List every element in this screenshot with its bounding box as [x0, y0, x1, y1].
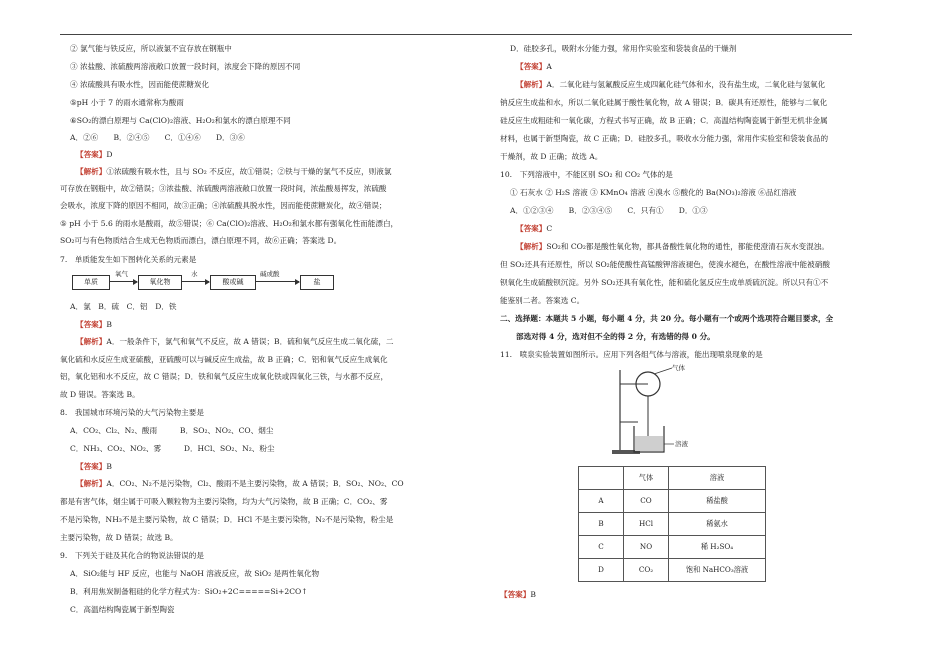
table-header-row — [579, 467, 766, 490]
table-header-cell: 气体 — [624, 467, 669, 490]
analysis-text: SO₂和 CO₂都是酸性氧化物，都具备酸性氧化物的通性，都能使澄清石灰水变混浊。 — [546, 242, 829, 251]
answer-value: B — [106, 462, 112, 471]
q7-analysis-line: 氧化硫和水反应生成亚硫酸，亚硫酸可以与碱反应生成盐，故 B 正确；C．铝和氧气反应生成氧化 — [60, 355, 388, 364]
q10-analysis-line: 钡氧化生成硫酸钡沉淀。另外 SO₂还具有氧化性，能和硫化氢反应生成单质硫沉淀。所以只有①不 — [500, 278, 829, 287]
q6-item: ② 氯气能与铁反应，所以液氯不宜存放在钢瓶中 — [70, 44, 232, 53]
q6-answer — [76, 150, 112, 160]
table-row — [579, 513, 766, 536]
header-rule — [60, 34, 852, 35]
table-row — [579, 559, 766, 582]
table-row — [579, 536, 766, 559]
q7-options: A．氯 B．硫 C．铝 D．铁 — [70, 302, 177, 311]
q11-options-table — [578, 466, 766, 582]
section-two-heading: 二、选择题：本题共 5 小题，每小题 4 分，共 20 分。每小题有一个或两个选项符合题目要求，全 — [500, 314, 834, 323]
table-cell: 稀 H₂SO₄ — [669, 536, 766, 559]
table-cell: C — [579, 536, 624, 559]
answer-value: A — [546, 62, 552, 71]
flow-box-acid-base: 酸或碱 — [210, 275, 256, 290]
flow-arrow — [109, 281, 137, 282]
q11-answer — [500, 590, 536, 600]
table-cell: CO — [624, 490, 669, 513]
flow-box-oxide: 氧化物 — [138, 275, 182, 290]
q8-stem: 8. 我国城市环境污染的大气污染物主要是 — [60, 408, 204, 417]
table-cell: CO₂ — [624, 559, 669, 582]
q9-analysis-line: 材料，也属于新型陶瓷，故 C 正确；D．硅胶多孔，吸收水分能力强，常用作实验室和袋装食品的 — [500, 134, 829, 143]
analysis-tag: 【解析】 — [76, 337, 107, 346]
table-row — [579, 490, 766, 513]
q9-analysis-line: 钠反应生成盐和水，所以二氧化硅属于酸性氧化物，故 A 错误；B．碳具有还原性，能够与二氧化 — [500, 98, 828, 107]
flow-arrow — [255, 281, 299, 282]
analysis-tag: 【解析】 — [76, 167, 107, 176]
q7-analysis-line — [76, 337, 394, 347]
q7-flow-diagram — [72, 272, 332, 292]
flow-label: 氧气 — [115, 270, 128, 278]
q7-answer — [76, 320, 112, 330]
q9-analysis-line — [516, 80, 825, 90]
q10-stem: 10. 下列溶液中，不能区别 SO₂ 和 CO₂ 气体的是 — [500, 170, 673, 179]
answer-value: B — [106, 320, 112, 329]
q7-analysis-line: 故 D 错误。答案选 B。 — [60, 390, 140, 399]
q7-analysis-line: 铝，氧化铝和水不反应，故 C 错误；D．铁和氧气反应生成氧化铁或四氧化三铁，与水都不反应， — [60, 372, 389, 381]
q9-option-a: A．SiO₂能与 HF 反应，也能与 NaOH 溶液反应，故 SiO₂ 是两性氧化物 — [70, 569, 320, 578]
q9-option-c: C．高温结构陶瓷属于新型陶瓷 — [70, 605, 175, 614]
q8-answer — [76, 462, 112, 472]
solution-label: 溶液 — [675, 440, 688, 448]
analysis-text: A．CO₂、N₂不是污染物，Cl₂、酸雨不是主要污染物，故 A 错误；B．SO₂、NO₂、CO — [106, 479, 404, 488]
flow-arrow — [181, 281, 209, 282]
q8-options-1: A．CO₂、Cl₂、N₂、酸雨 B．SO₂、NO₂、CO、烟尘 — [70, 426, 274, 435]
q8-analysis-line — [76, 479, 404, 489]
q6-item: ④ 浓硫酸具有吸水性，因而能使蔗糖炭化 — [70, 80, 210, 89]
fountain-apparatus-drawing — [608, 364, 718, 459]
flow-box-element: 单质 — [72, 275, 110, 290]
flow-label: 碱或酸 — [260, 270, 280, 278]
analysis-tag: 【解析】 — [516, 242, 547, 251]
q10-answer — [516, 224, 552, 234]
table-cell: D — [579, 559, 624, 582]
q8-options-2: C．NH₃、CO₂、NO₂、雾 D．HCl、SO₂、N₂、粉尘 — [70, 444, 275, 453]
fountain-apparatus-figure — [608, 364, 718, 459]
q11-stem: 11. 喷泉实验装置如图所示。应用下列各组气体与溶液，能出现喷泉现象的是 — [500, 350, 763, 359]
q6-item: ⑥SO₂的漂白原理与 Ca(ClO)₂溶液、H₂O₂和氯水的漂白原理不同 — [70, 116, 291, 125]
section-two-heading-cont: 部选对得 4 分，选对但不全的得 2 分，有选错的得 0 分。 — [516, 332, 715, 341]
q8-analysis-line: 主要污染物，故 D 错误；故选 B。 — [60, 533, 178, 542]
analysis-text: A．二氧化硅与氢氟酸反应生成四氟化硅气体和水，没有盐生成，二氧化硅与氢氧化 — [546, 80, 826, 89]
table-cell: NO — [624, 536, 669, 559]
q9-option-d: D．硅胶多孔，吸附水分能力强，常用作实验室和袋装食品的干燥剂 — [510, 44, 737, 53]
table-cell: A — [579, 490, 624, 513]
q9-analysis-line: 硅反应生成粗硅和一氧化碳，方程式书写正确，故 B 正确；C．高温结构陶瓷属于新型无机非金属 — [500, 116, 828, 125]
q6-analysis-line: SO₂可与有色物质结合生成无色物质而漂白，漂白原理不同，故⑥正确；答案选 D。 — [60, 236, 342, 245]
table-cell: HCl — [624, 513, 669, 536]
q6-analysis-line: ⑤ pH 小于 5.6 的雨水是酸雨，故⑤错误；⑥ Ca(ClO)₂溶液、H₂O₂和氯水都有强氧化性而能漂白， — [60, 219, 399, 228]
answer-tag: 【答案】 — [516, 224, 547, 233]
q9-option-b: B．利用焦炭制备粗硅的化学方程式为：SiO₂+2C=====Si+2CO↑ — [70, 587, 308, 596]
gas-label: 气体 — [672, 364, 685, 372]
q10-analysis-line: 能鉴别二者。答案选 C。 — [500, 296, 585, 305]
table-cell: 稀盐酸 — [669, 490, 766, 513]
answer-tag: 【答案】 — [76, 150, 107, 159]
q6-item: ⑤pH 小于 7 的雨水通常称为酸雨 — [70, 98, 184, 107]
table-header-cell: 溶液 — [669, 467, 766, 490]
q10-options: A．①②③④ B．②③④⑤ C．只有① D．①③ — [510, 206, 708, 215]
q9-analysis-line: 干燥剂，故 D 正确；故选 A。 — [500, 152, 603, 161]
answer-tag: 【答案】 — [76, 320, 107, 329]
analysis-text: A．一般条件下，氯气和氧气不反应，故 A 错误；B．硫和氧气反应生成二氧化硫，二 — [106, 337, 394, 346]
flow-box-salt: 盐 — [300, 275, 334, 290]
q8-analysis-line: 都是有害气体，烟尘属于可吸入颗粒物为主要污染物，均为大气污染物，故 B 正确；C．CO₂、雾 — [60, 497, 388, 506]
q10-analysis-line — [516, 242, 829, 252]
answer-tag: 【答案】 — [500, 590, 531, 599]
flow-label: 水 — [191, 270, 198, 278]
q7-stem: 7. 单质能发生如下图转化关系的元素是 — [60, 255, 197, 264]
analysis-text: ①浓硫酸有吸水性，且与 SO₂ 不反应，故①错误；②铁与干燥的氯气不反应，则液氯 — [106, 167, 392, 176]
table-header-cell — [579, 467, 624, 490]
answer-value: B — [530, 590, 536, 599]
table-cell: 稀氨水 — [669, 513, 766, 536]
answer-value: D — [106, 150, 113, 159]
answer-value: C — [546, 224, 553, 233]
table-cell: B — [579, 513, 624, 536]
q6-item: ③ 浓盐酸、浓硫酸两溶液敞口放置一段时间，浓度会下降的原因不同 — [70, 62, 301, 71]
q6-analysis-line: 可存放在钢瓶中，故②错误；③浓盐酸、浓硫酸两溶液敞口放置一段时间，浓盐酸易挥发，浓硫酸 — [60, 184, 387, 193]
answer-tag: 【答案】 — [76, 462, 107, 471]
q6-analysis-line — [76, 167, 391, 177]
q6-options: A．②⑥ B．②④⑤ C．①④⑥ D．③⑥ — [70, 133, 245, 142]
answer-tag: 【答案】 — [516, 62, 547, 71]
analysis-tag: 【解析】 — [76, 479, 107, 488]
q6-analysis-line: 会吸水，浓度下降的原因不相同，故③正确；④浓硫酸具脱水性，因而能使蔗糖炭化，故④错误； — [60, 201, 387, 210]
analysis-tag: 【解析】 — [516, 80, 547, 89]
q10-analysis-line: 但 SO₂还具有还原性，所以 SO₂能使酸性高锰酸钾溶液褪色，使溴水褪色，在酸性溶液中能被硝酸 — [500, 260, 830, 269]
q9-stem: 9. 下列关于硅及其化合的物说法错误的是 — [60, 551, 204, 560]
q9-answer — [516, 62, 552, 72]
table-cell: 饱和 NaHCO₃溶液 — [669, 559, 766, 582]
q8-analysis-line: 不是污染物，NH₃不是主要污染物，故 C 错误；D．HCl 不是主要污染物，N₂不是污染物，粉尘是 — [60, 515, 394, 524]
q10-reagents: ① 石灰水 ② H₂S 溶液 ③ KMnO₄ 溶液 ④溴水 ⑤酸化的 Ba(NO₃)₂溶液 ⑥品红溶液 — [510, 188, 797, 197]
